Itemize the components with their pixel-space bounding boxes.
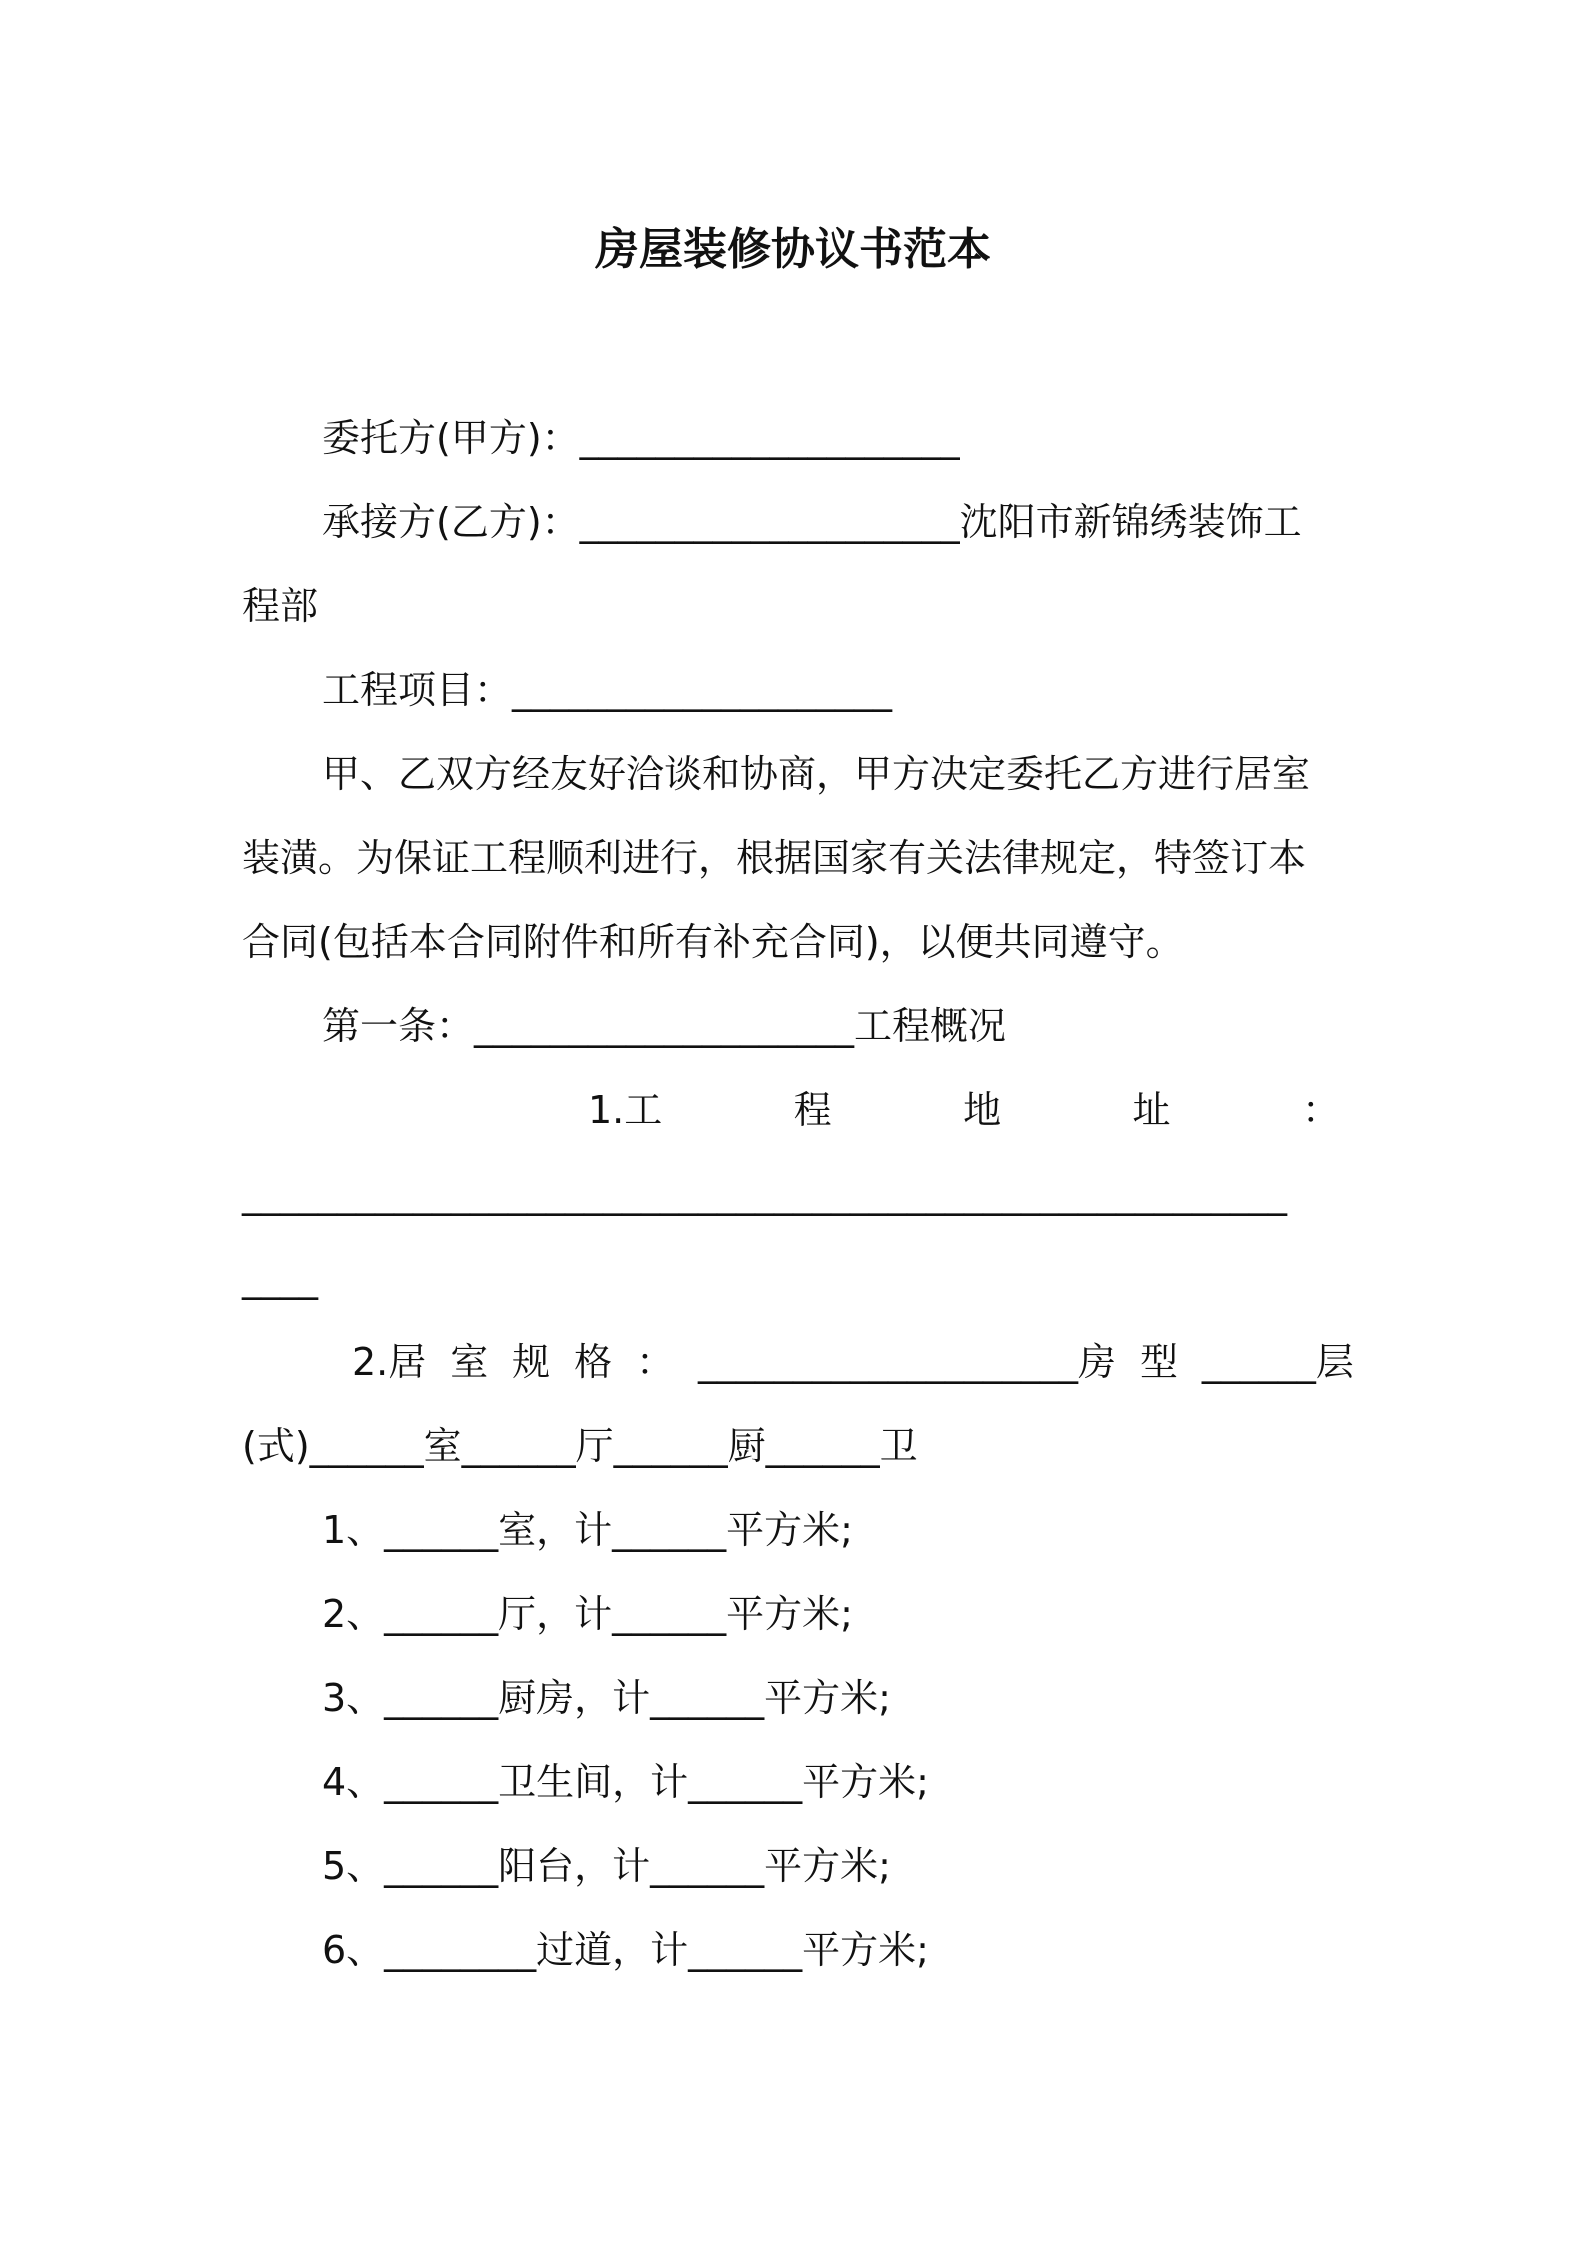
address-blank-line: _______________________________________________________ xyxy=(242,1172,1287,1216)
party-b-line: 承接方(乙方)：____________________沈阳市新锦绣装饰工 xyxy=(322,500,1302,544)
address-line xyxy=(588,1086,1340,1134)
document-title: 房屋装修协议书范本 xyxy=(595,224,991,275)
room-item-3: 3、______厨房，计______平方米; xyxy=(322,1676,891,1720)
party-b-line-continued: 程部 xyxy=(242,584,319,628)
address-blank-tail: ____ xyxy=(242,1256,318,1300)
spec-token: 2.居 xyxy=(352,1340,427,1384)
address-token: ： xyxy=(1301,1088,1340,1132)
spec-token: ____________________房 xyxy=(698,1340,1117,1384)
preamble-line-3: 合同(包括本合同附件和所有补充合同)，以便共同遵守。 xyxy=(242,920,1184,964)
room-item-6: 6、________过道，计______平方米; xyxy=(322,1928,929,1972)
room-item-2: 2、______厅，计______平方米; xyxy=(322,1592,853,1636)
spec-token: 型 xyxy=(1139,1340,1178,1384)
room-item-5: 5、______阳台，计______平方米; xyxy=(322,1844,891,1888)
address-token: 地 xyxy=(963,1088,1002,1132)
address-token: 1.工 xyxy=(588,1088,663,1132)
room-item-1: 1、______室，计______平方米; xyxy=(322,1508,853,1552)
room-spec-line xyxy=(352,1338,1354,1386)
project-line: 工程项目：____________________ xyxy=(322,668,893,712)
preamble-line-1: 甲、乙双方经友好洽谈和协商，甲方决定委托乙方进行居室 xyxy=(322,752,1311,796)
spec-token: 格 xyxy=(574,1340,613,1384)
party-a-line: 委托方(甲方)：____________________ xyxy=(322,416,960,460)
spec-token: 室 xyxy=(450,1340,489,1384)
spec-token: ： xyxy=(636,1340,675,1384)
address-token: 程 xyxy=(793,1088,832,1132)
spec-token: ______层 xyxy=(1201,1340,1354,1384)
room-layout-line: (式)______室______厅______厨______卫 xyxy=(242,1424,918,1468)
room-item-4: 4、______卫生间，计______平方米; xyxy=(322,1760,929,1804)
article-one-heading: 第一条：____________________工程概况 xyxy=(322,1004,1007,1048)
address-token: 址 xyxy=(1132,1088,1171,1132)
spec-token: 规 xyxy=(512,1340,551,1384)
preamble-line-2: 装潢。为保证工程顺利进行，根据国家有关法律规定，特签订本 xyxy=(242,836,1307,880)
